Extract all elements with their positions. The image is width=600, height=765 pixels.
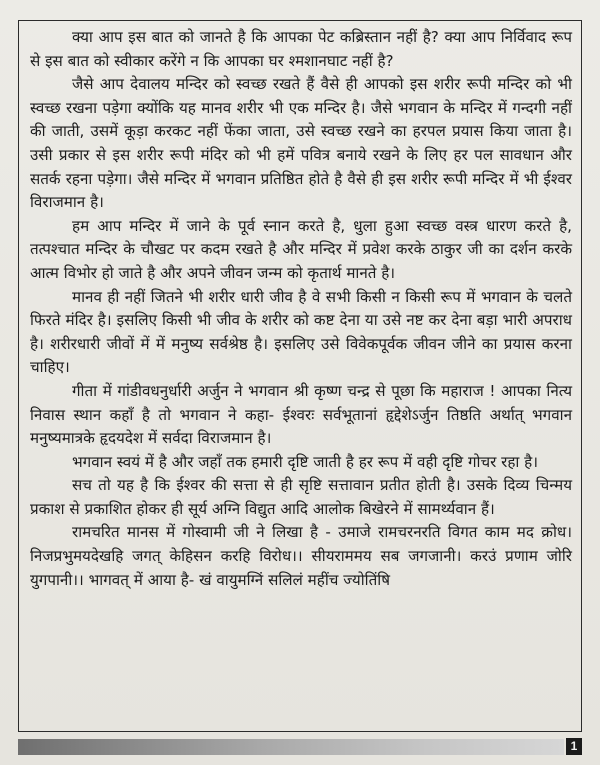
paragraph-5: गीता में गांडीवधनुर्धारी अर्जुन ने भगवान श्री कृष्ण चन्द्र से पूछा कि महाराज ! आपका नित्य निवास स्थान कहाँ है तो भगवान ने कहा- ईश्वरः सर्वभूतानां हृद्देशेऽर्जुन तिष्ठति अर्थात् भगवान मनुष्यमात्रके हृदयदेश में सर्वदा विराजमान है।: [30, 381, 572, 448]
paragraph-1: क्या आप इस बात को जानते है कि आपका पेट कब्रिस्तान नहीं है? क्या आप निर्विवाद रूप से इस बात को स्वीकार करेंगे न कि आपका घर श्मशानघाट नहीं है?: [30, 28, 572, 70]
page-number: 1: [566, 738, 582, 755]
paragraph-2: जैसे आप देवालय मन्दिर को स्वच्छ रखते हैं वैसे ही आपको इस शरीर रूपी मन्दिर को भी स्वच्छ रखना पड़ेगा क्योंकि यह मानव शरीर भी एक मन्दिर है। जैसे भगवान के मन्दिर में गन्दगी नहीं की जाती, उसमें कूड़ा करकट नहीं फेंका जाता, उसे स्वच्छ रखने का हरपल प्रयास किया जाता है। उसी प्रकार से इस शरीर रूपी मंदिर को भी हमें पवित्र बनाये रखने के लिए हर पल सावधान और सतर्क रहना पड़ेगा। जैसे मन्दिर में भगवान प्रतिष्ठित होते है वैसे ही इस शरीर रूपी मन्दिर में भी ईश्वर विराजमान है।: [30, 75, 572, 212]
paragraph-6: भगवान स्वयं में है और जहाँ तक हमारी दृष्टि जाती है हर रूप में वही दृष्टि गोचर रहा है।: [72, 452, 538, 471]
paragraph-7: सच तो यह है कि ईश्वर की सत्ता से ही सृष्टि सत्तावान प्रतीत होती है। उसके दिव्य चिन्मय प्रकाश से प्रकाशित होकर ही सूर्य अग्नि विद्युत आदि आलोक बिखेरने में सामर्थ्यवान हैं।: [30, 476, 572, 518]
paragraph-3: हम आप मन्दिर में जाने के पूर्व स्नान करते है, धुला हुआ स्वच्छ वस्त्र धारण करते है, तत्पश्चात मन्दिर के चौखट पर कदम रखते है और मन्दिर में प्रवेश करके ठाकुर जी का दर्शन करके आत्म विभोर हो जाते है और अपने जीवन जन्म को कृतार्थ मानते है।: [30, 216, 572, 282]
footer-gradient-bar: [18, 739, 564, 755]
paragraph-8: रामचरित मानस में गोस्वामी जी ने लिखा है - उमाजे रामचरनरति विगत काम मद क्रोध। निजप्रभुमयदेखहि जगत् केहिसन करहि विरोध।। सीयराममय सब जगजानी। करउं प्रणाम जोरि युगपानी।। भागवत् में आया है- खं वायुमग्निं सलिलं महींच ज्योतिंषि: [30, 523, 572, 589]
paragraph-4: मानव ही नहीं जितने भी शरीर धारी जीव है वे सभी किसी न किसी रूप में भगवान के चलते फिरते मंदिर है। इसलिए किसी भी जीव के शरीर को कष्ट देना या उसे नष्ट कर देना बड़ा भारी अपराध है। शरीरधारी जीवों में में मनुष्य सर्वश्रेष्ठ है। इसलिए उसे विवेकपूर्वक जीवन जीने का प्रयास करना चाहिए।: [30, 287, 572, 377]
article-body: [30, 26, 572, 592]
